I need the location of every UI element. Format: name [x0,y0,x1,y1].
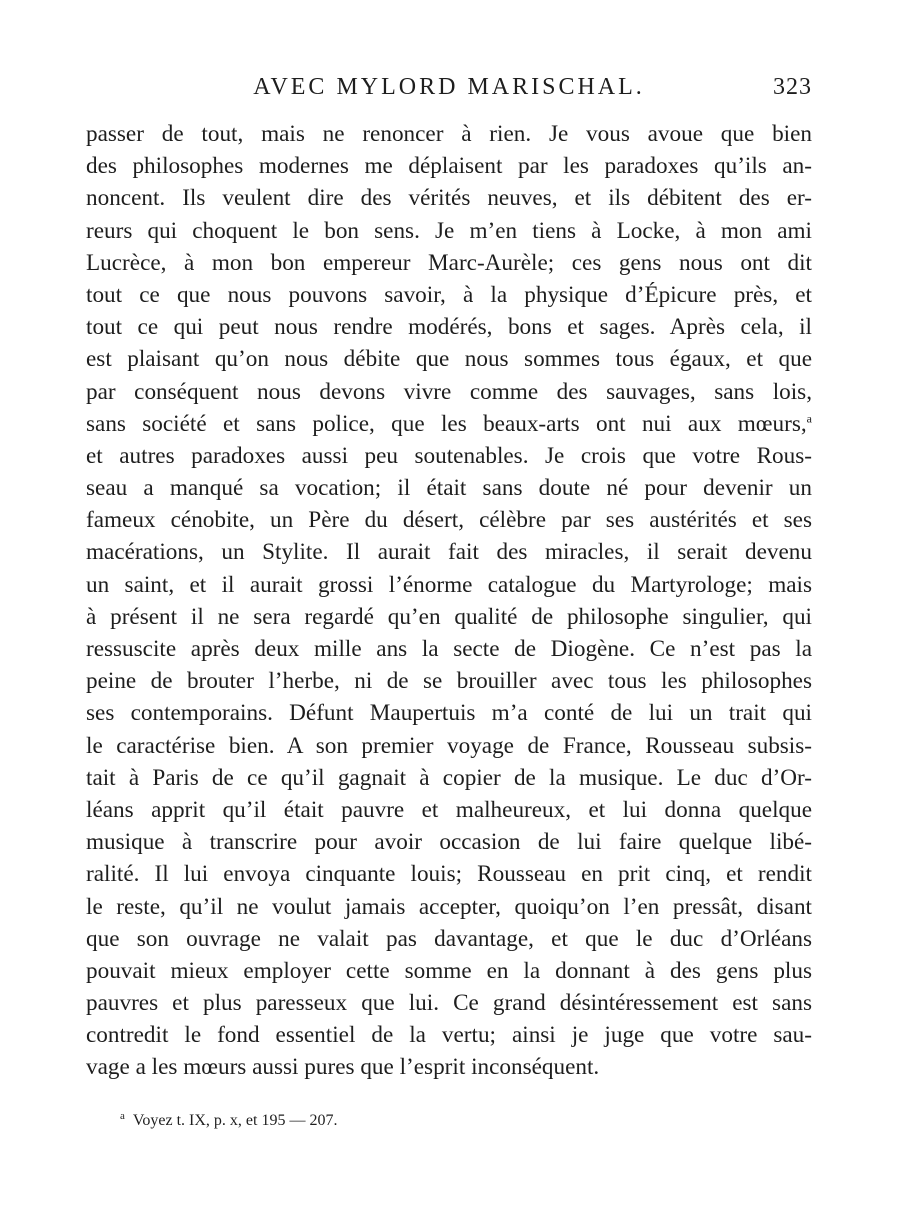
text-line: macérations, un Stylite. Il aurait fait des miracles, il serait devenu [86,539,812,566]
text-line: musique à transcrire pour avoir occasion de lui faire quelque libé- [86,829,812,856]
body-text [86,118,812,1084]
page-header [86,74,812,108]
text-line: léans apprit qu’il était pauvre et malheureux, et lui donna quelque [86,796,812,823]
text-line-content: sans société et sans police, que les beaux-arts ont nui aux mœurs, [86,410,807,437]
text-line: ses contemporains. Défunt Maupertuis m’a conté de lui un trait qui [86,700,812,727]
page-number: 323 [773,74,812,100]
text-line: le caractérise bien. A son premier voyage de France, Rousseau subsis- [86,732,812,759]
footnote-reference: a [806,410,812,425]
running-head: AVEC MYLORD MARISCHAL. [253,74,645,100]
text-line: seau a manqué sa vocation; il était sans doute né pour devenir un [86,475,812,502]
text-line: par conséquent nous devons vivre comme des sauvages, sans lois, [86,378,812,405]
text-line: tait à Paris de ce qu’il gagnait à copier de la musique. Le duc d’Or- [86,764,812,791]
text-line: reurs qui choquent le bon sens. Je m’en tiens à Locke, à mon ami [86,217,812,244]
text-line: est plaisant qu’on nous débite que nous sommes tous égaux, et que [86,346,812,373]
text-line: passer de tout, mais ne renoncer à rien. Je vous avoue que bien [86,121,812,147]
text-line: à présent il ne sera regardé qu’en qualité de philosophe singulier, qui [86,603,812,630]
text-line: tout ce que nous pouvons savoir, à la physique d’Épicure près, et [86,281,812,308]
text-line: contredit le fond essentiel de la vertu; ainsi je juge que votre sau- [86,1022,812,1049]
text-line: pauvres et plus paresseux que lui. Ce grand désintéressement est sans [86,990,812,1017]
text-line: tout ce qui peut nous rendre modérés, bons et sages. Après cela, il [86,314,812,341]
text-line: des philosophes modernes me déplaisent par les paradoxes qu’ils an- [86,153,812,180]
footnote [120,1109,338,1130]
text-line-with-footnote [86,408,812,440]
text-line: noncent. Ils veulent dire des vérités neuves, et ils débitent des er- [86,185,812,212]
footnote-text: Voyez t. IX, p. x, et 195 — 207. [132,1112,338,1129]
text-line: un saint, et il aurait grossi l’énorme catalogue du Martyrologe; mais [86,571,812,598]
text-line: et autres paradoxes aussi peu soutenables. Je crois que votre Rous- [86,442,812,469]
text-line: pouvait mieux employer cette somme en la donnant à des gens plus [86,957,812,984]
text-line: le reste, qu’il ne voulut jamais accepter, quoiqu’on l’en pressât, disant [86,893,812,920]
footnote-mark: a [120,1109,125,1122]
text-line: ressuscite après deux mille ans la secte de Diogène. Ce n’est pas la [86,636,812,662]
text-line: que son ouvrage ne valait pas davantage, et que le duc d’Orléans [86,925,812,952]
text-line: Lucrèce, à mon bon empereur Marc-Aurèle; ces gens nous ont dit [86,249,812,276]
text-line: ralité. Il lui envoya cinquante louis; Rousseau en prit cinq, et rendit [86,861,812,888]
text-line: fameux cénobite, un Père du désert, célèbre par ses austérités et ses [86,507,812,534]
text-line: peine de brouter l’herbe, ni de se brouiller avec tous les philosophes [86,668,812,695]
text-line-last: vage a les mœurs aussi pures que l’esprit inconséquent. [86,1054,600,1081]
